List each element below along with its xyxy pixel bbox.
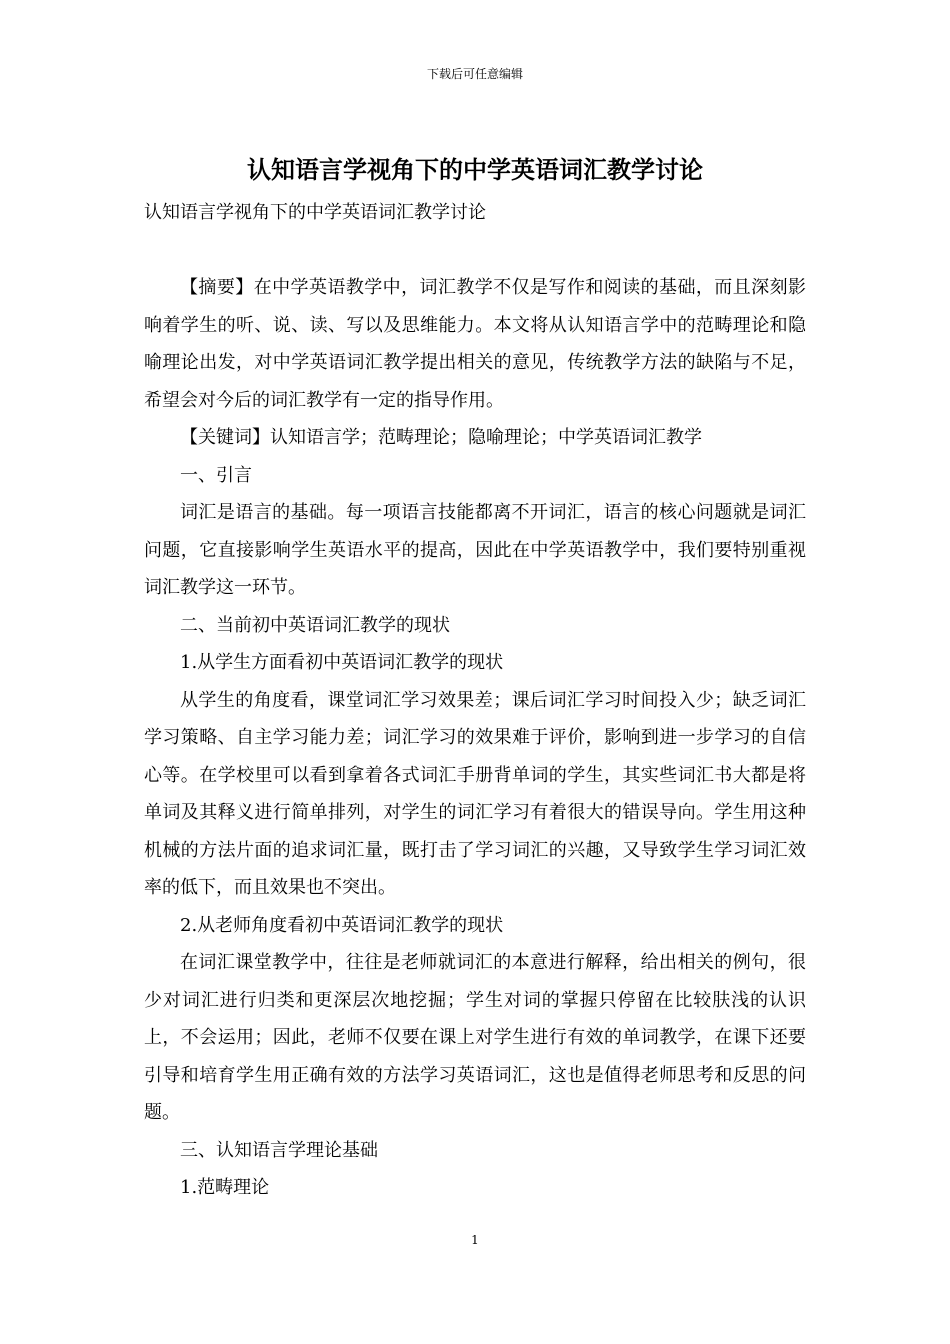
body-paragraph: 词汇是语言的基础。每一项语言技能都离不开词汇，语言的核心问题就是词汇问题，它直接影响学生英语水平的提高，因此在中学英语教学中，我们要特别重视词汇教学这一环节。 — [144, 502, 806, 598]
document-subtitle: 认知语言学视角下的中学英语词汇教学讨论 — [144, 202, 486, 223]
section-heading-status: 二、当前初中英语词汇教学的现状 — [180, 614, 450, 636]
keywords-paragraph: 【关键词】认知语言学；范畴理论；隐喻理论；中学英语词汇教学 — [180, 427, 702, 448]
body-paragraph: 从学生的角度看，课堂词汇学习效果差；课后词汇学习时间投入少；缺乏词汇学习策略、自主学习能力差；词汇学习的效果难于评价，影响到进一步学习的自信心等。在学校里可以看到拿着各式词汇手册背单词的学生，其实些词汇书大都是将单词及其释义进行简单排列，对学生的词汇学习有着很大的错误导向。学生用这种机械的方法片面的追求词汇量，既打击了学习词汇的兴趣，又导致学生学习词汇效率的低下，而且效果也不突出。 — [144, 689, 806, 898]
body-paragraph: 在词汇课堂教学中，往往是老师就词汇的本意进行解释，给出相关的例句，很少对词汇进行归类和更深层次地挖掘；学生对词的掌握只停留在比较肤浅的认识上，不会运用；因此，老师不仅要在课上对学生进行有效的单词教学，在课下还要引导和培育学生用正确有效的方法学习英语词汇，这也是值得老师思考和反思的问题。 — [144, 952, 806, 1123]
page-number: 1 — [471, 1233, 479, 1247]
subsection-heading-category-theory: 1.范畴理论 — [180, 1177, 270, 1198]
document-title: 认知语言学视角下的中学英语词汇教学讨论 — [247, 155, 703, 184]
page-header: 下载后可任意编辑 — [426, 67, 523, 81]
subsection-heading-students: 1.从学生方面看初中英语词汇教学的现状 — [180, 652, 504, 673]
section-heading-introduction: 一、引言 — [180, 464, 252, 486]
document-body — [144, 269, 806, 1207]
abstract-paragraph: 【摘要】在中学英语教学中，词汇教学不仅是写作和阅读的基础，而且深刻影响着学生的听、说、读、写以及思维能力。本文将从认知语言学中的范畴理论和隐喻理论出发，对中学英语词汇教学提出相关的意见，传统教学方法的缺陷与不足，希望会对今后的词汇教学有一定的指导作用。 — [144, 277, 806, 411]
subsection-heading-teachers: 2.从老师角度看初中英语词汇教学的现状 — [180, 914, 504, 936]
section-heading-theory: 三、认知语言学理论基础 — [180, 1139, 378, 1161]
